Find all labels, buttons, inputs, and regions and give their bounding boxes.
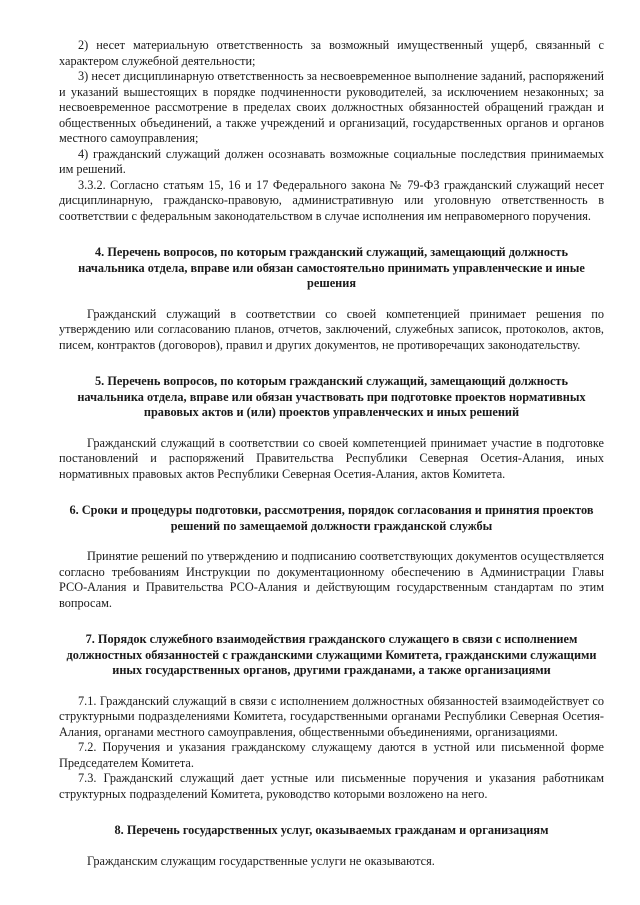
section-7-heading: 7. Порядок служебного взаимодействия гражданского служащего в связи с исполнением должностных обязанностей с гражданскими служащими Комитета, гражданскими служащими иных государственных органов, другими гражданами, а также организациями <box>66 632 597 677</box>
paragraph-disciplinary-liability: 3) несет дисциплинарную ответственность за несвоевременное выполнение заданий, распоряжений и указаний вышестоящих в порядке подчиненности руководителей, за исключением незаконных; за несвоевременное рассмотрение в пределах своих должностных обязанностей обращений граждан и общественных объединений, а также учреждений и организаций, государственных органов и органов местного самоуправления; <box>59 69 604 145</box>
section-7-paragraph-3: 7.3. Гражданский служащий дает устные или письменные поручения и указания работникам структурных подразделений Комитета, руководство которыми возложено на него. <box>59 771 604 801</box>
section-8-heading: 8. Перечень государственных услуг, оказываемых гражданам и организациям <box>114 823 549 837</box>
section-6-paragraph: Принятие решений по утверждению и подписанию соответствующих документов осуществляется согласно требованиям Инструкции по документационному обеспечению в Администрации Главы РСО-Алания и Правительства РСО-Алания и действующим государственным стандартам по этим вопросам. <box>59 549 604 610</box>
section-7-paragraph-2: 7.2. Поручения и указания гражданскому служащему даются в устной или письменной форме Председателем Комитета. <box>59 740 604 770</box>
section-5-heading: 5. Перечень вопросов, по которым гражданский служащий, замещающий должность начальника отдела, вправе или обязан участвовать при подготовке проектов нормативных правовых актов и (или) проектов управленческих и иных решений <box>77 374 586 419</box>
section-6-heading: 6. Сроки и процедуры подготовки, рассмотрения, порядок согласования и принятия проектов решений по замещаемой должности гражданской службы <box>69 503 594 533</box>
paragraph-material-liability: 2) несет материальную ответственность за возможный имущественный ущерб, связанный с характером служебной деятельности; <box>59 38 604 68</box>
section-7-paragraph-1: 7.1. Гражданский служащий в связи с исполнением должностных обязанностей взаимодействует со структурными подразделениями Комитета, государственными органами Республики Северная Осетия-Алания, органами местного самоуправления, общественными объединениями, организациями. <box>59 693 604 739</box>
paragraph-federal-law: 3.3.2. Согласно статьям 15, 16 и 17 Федерального закона № 79-ФЗ гражданский служащий несет дисциплинарную, гражданско-правовую, административную или уголовную ответственность в соответствии с федеральным законодательством в случае исполнения им неправомерного поручения. <box>59 177 604 223</box>
section-4-paragraph: Гражданский служащий в соответствии со своей компетенцией принимает решения по утверждению или согласованию планов, отчетов, заключений, служебных записок, протоколов, актов, писем, контрактов (договоров), правил и других документов, не противоречащих законодательству. <box>59 306 604 352</box>
section-8-paragraph: Гражданским служащим государственные услуги не оказываются. <box>87 853 435 868</box>
intro-block <box>59 38 604 224</box>
paragraph-social-consequences: 4) гражданский служащий должен осознавать возможные социальные последствия принимаемых им решений. <box>59 146 604 176</box>
section-4-heading: 4. Перечень вопросов, по которым гражданский служащий, замещающий должность начальника отдела, вправе или обязан самостоятельно принимать управленческие и иные решения <box>78 245 585 290</box>
section-5-paragraph: Гражданский служащий в соответствии со своей компетенцией принимает участие в подготовке постановлений и распоряжений Правительства Республики Северная Осетия-Алания, иных нормативных правовых актов Республики Северная Осетия-Алания, актов Комитета. <box>59 435 604 481</box>
